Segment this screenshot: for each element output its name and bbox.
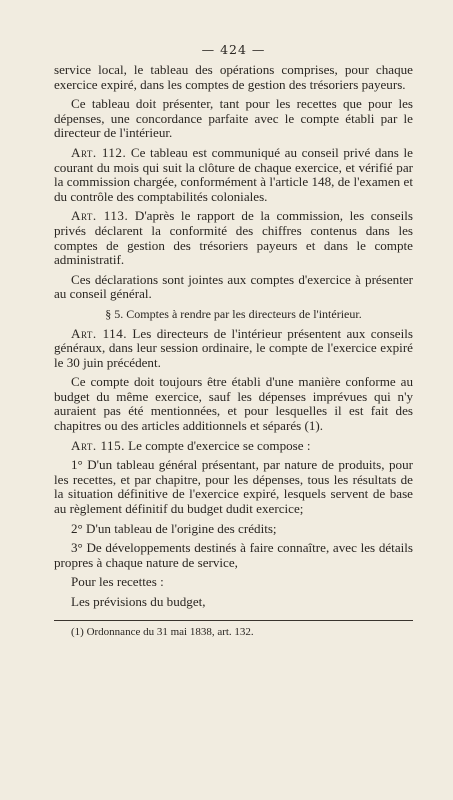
article-113 (54, 209, 413, 267)
article-text: Le compte d'exercice se compose : (124, 437, 311, 453)
article-text: D'après le rapport de la commission, les conseils privés déclarent la conformité des chiffres contenus dans les comptes de gestion des trésoriers payeurs et dans le compte administratif. (54, 208, 413, 268)
article-112 (54, 146, 413, 204)
paragraph-2: Ce tableau doit présenter, tant pour les recettes que pour les dépenses, une concordance parfaite avec le compte établi par le directeur de l'intérieur. (54, 96, 413, 141)
paragraph-13: Les prévisions du budget, (71, 594, 206, 609)
list-item-1: 1° D'un tableau général présentant, par nature de produits, pour les recettes, et par chapitre, pour les dépenses, tous les résultats de la situation définitive de l'exercice expiré, lesquels servent de base au règlement définitif du budget dudit exercice; (54, 457, 413, 517)
paragraph-7: Ce compte doit toujours être établi d'une manière conforme au budget du même exercice, sauf les dépenses imprévues qui n'y auraient pas été mentionnées, et pour lesquelles il est fait des chapitres ou des articles additionnels et séparés (1). (54, 374, 413, 434)
article-number: Art. 114. (71, 325, 128, 341)
list-item-3: 3° De développements destinés à faire connaître, avec les détails propres à chaque nature de service, (54, 540, 413, 570)
article-text: Ce tableau est communiqué au conseil privé dans le courant du mois qui suit la clôture de chaque exercice, et vérifié par la commission chargée, conformément à l'article 148, de l'examen et du contrôle des comptabilités coloniales. (54, 144, 413, 204)
page-number: — 424 — (201, 42, 266, 57)
article-text: Les directeurs de l'intérieur présentent aux conseils généraux, dans leur session ordinaire, le compte de l'exercice expiré le 30 juin précédent. (54, 325, 413, 370)
paragraph-1: service local, le tableau des opérations comprises, pour chaque exercice expiré, dans les comptes de gestion des trésoriers payeurs. (54, 62, 413, 92)
list-item-2: 2° D'un tableau de l'origine des crédits; (71, 520, 277, 536)
article-number: Art. 112. (71, 144, 127, 160)
paragraph-12: Pour les recettes : (71, 574, 164, 590)
page-body (54, 63, 413, 639)
article-115 (54, 439, 413, 454)
section-heading: § 5. Comptes à rendre par les directeurs de l'intérieur. (105, 306, 362, 321)
article-114 (54, 327, 413, 371)
article-number: Art. 115. (71, 437, 125, 453)
paragraph-5: Ces déclarations sont jointes aux comptes d'exercice à présenter au conseil général. (54, 271, 413, 302)
article-number: Art. 113. (71, 208, 129, 224)
footnote: (1) Ordonnance du 31 mai 1838, art. 132. (71, 625, 254, 638)
footnote-divider (54, 620, 413, 621)
